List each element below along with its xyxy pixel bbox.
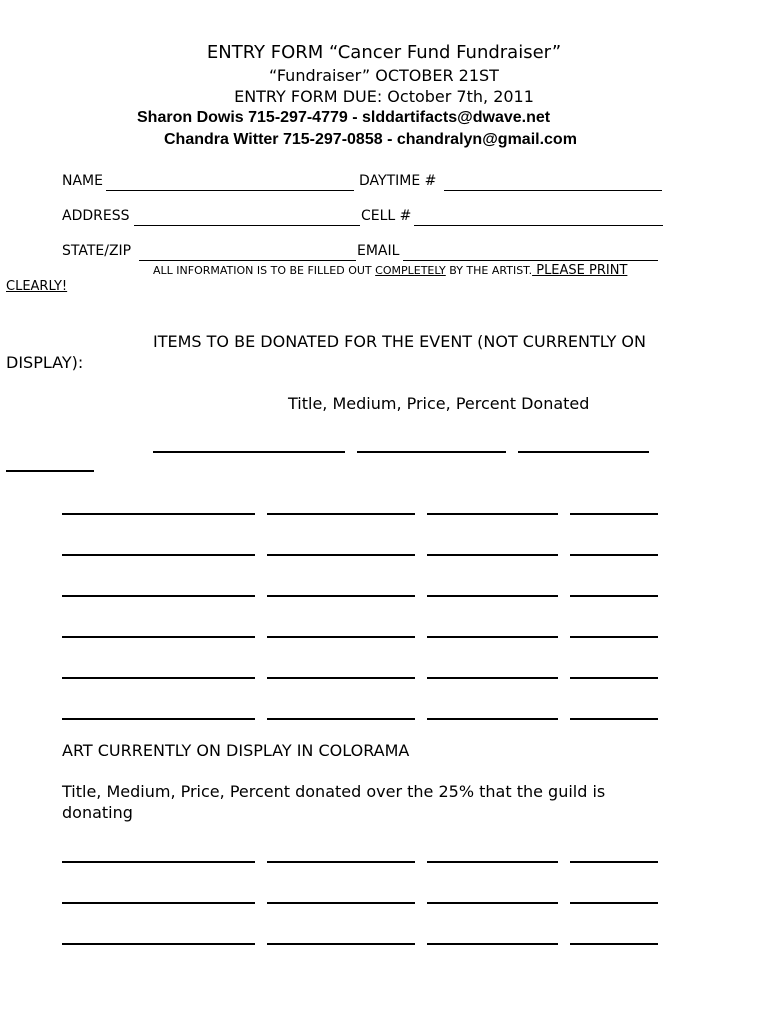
contact-chandra: Chandra Witter 715-297-0858 - chandralyn@gmail.com [164,131,577,148]
row-price-line[interactable] [427,943,558,945]
address-label: ADDRESS [62,208,130,224]
row-medium-line[interactable] [267,595,415,597]
row-percent-line[interactable] [570,677,658,679]
email-label: EMAIL [357,243,400,259]
row-price-line[interactable] [427,513,558,515]
name-field[interactable] [106,172,354,191]
row-title-line[interactable] [62,943,255,945]
row-title-line[interactable] [62,861,255,863]
contact-sharon: Sharon Dowis 715-297-4779 - slddartifacts@dwave.net [137,109,551,126]
event-date: “Fundraiser” OCTOBER 21ST [269,66,499,85]
cell-field[interactable] [414,207,663,226]
row-medium-line[interactable] [267,554,415,556]
row-percent-line[interactable] [570,595,658,597]
donated-heading: ITEMS TO BE DONATED FOR THE EVENT (NOT CURRENTLY ON [153,332,646,351]
name-label: NAME [62,173,103,189]
row-price-line[interactable] [427,718,558,720]
form-title: ENTRY FORM “Cancer Fund Fundraiser” [206,42,562,63]
note-clearly: CLEARLY! [6,279,68,294]
email-field[interactable] [403,242,658,261]
row-medium-line[interactable] [267,902,415,904]
row-medium-line[interactable] [267,513,415,515]
row-price-line[interactable] [427,554,558,556]
row-percent-line[interactable] [570,718,658,720]
state-zip-label: STATE/ZIP [62,243,132,259]
cell-label: CELL # [361,208,412,224]
instructions-note [153,263,627,278]
row-price-line[interactable] [427,861,558,863]
donated-percent-line[interactable] [6,470,94,472]
row-percent-line[interactable] [570,513,658,515]
row-medium-line[interactable] [267,718,415,720]
row-title-line[interactable] [62,636,255,638]
row-percent-line[interactable] [570,861,658,863]
row-price-line[interactable] [427,595,558,597]
row-title-line[interactable] [62,718,255,720]
row-medium-line[interactable] [267,677,415,679]
display-columns-cont: donating [62,803,133,822]
row-title-line[interactable] [62,554,255,556]
row-price-line[interactable] [427,677,558,679]
row-medium-line[interactable] [267,943,415,945]
row-price-line[interactable] [427,636,558,638]
row-title-line[interactable] [62,513,255,515]
note-completely: COMPLETELY [375,264,446,277]
donated-title-line[interactable] [153,451,345,453]
row-medium-line[interactable] [267,636,415,638]
due-date: ENTRY FORM DUE: October 7th, 2011 [234,87,534,106]
row-title-line[interactable] [62,902,255,904]
row-title-line[interactable] [62,677,255,679]
row-medium-line[interactable] [267,861,415,863]
donated-columns: Title, Medium, Price, Percent Donated [288,394,590,413]
row-price-line[interactable] [427,902,558,904]
note-text-2: BY THE ARTIST. [445,264,533,277]
daytime-field[interactable] [444,172,662,191]
row-percent-line[interactable] [570,636,658,638]
display-columns: Title, Medium, Price, Percent donated over the 25% that the guild is [62,782,606,801]
donated-medium-line[interactable] [357,451,506,453]
row-percent-line[interactable] [570,554,658,556]
note-please-print: PLEASE PRINT [532,263,628,278]
donated-heading-cont: DISPLAY): [6,353,84,372]
display-heading: ART CURRENTLY ON DISPLAY IN COLORAMA [62,741,410,760]
address-field[interactable] [134,207,360,226]
note-text-1: ALL INFORMATION IS TO BE FILLED OUT [153,264,376,277]
row-percent-line[interactable] [570,902,658,904]
row-percent-line[interactable] [570,943,658,945]
daytime-label: DAYTIME # [359,173,437,189]
donated-price-line[interactable] [518,451,649,453]
row-title-line[interactable] [62,595,255,597]
state-zip-field[interactable] [139,242,356,261]
